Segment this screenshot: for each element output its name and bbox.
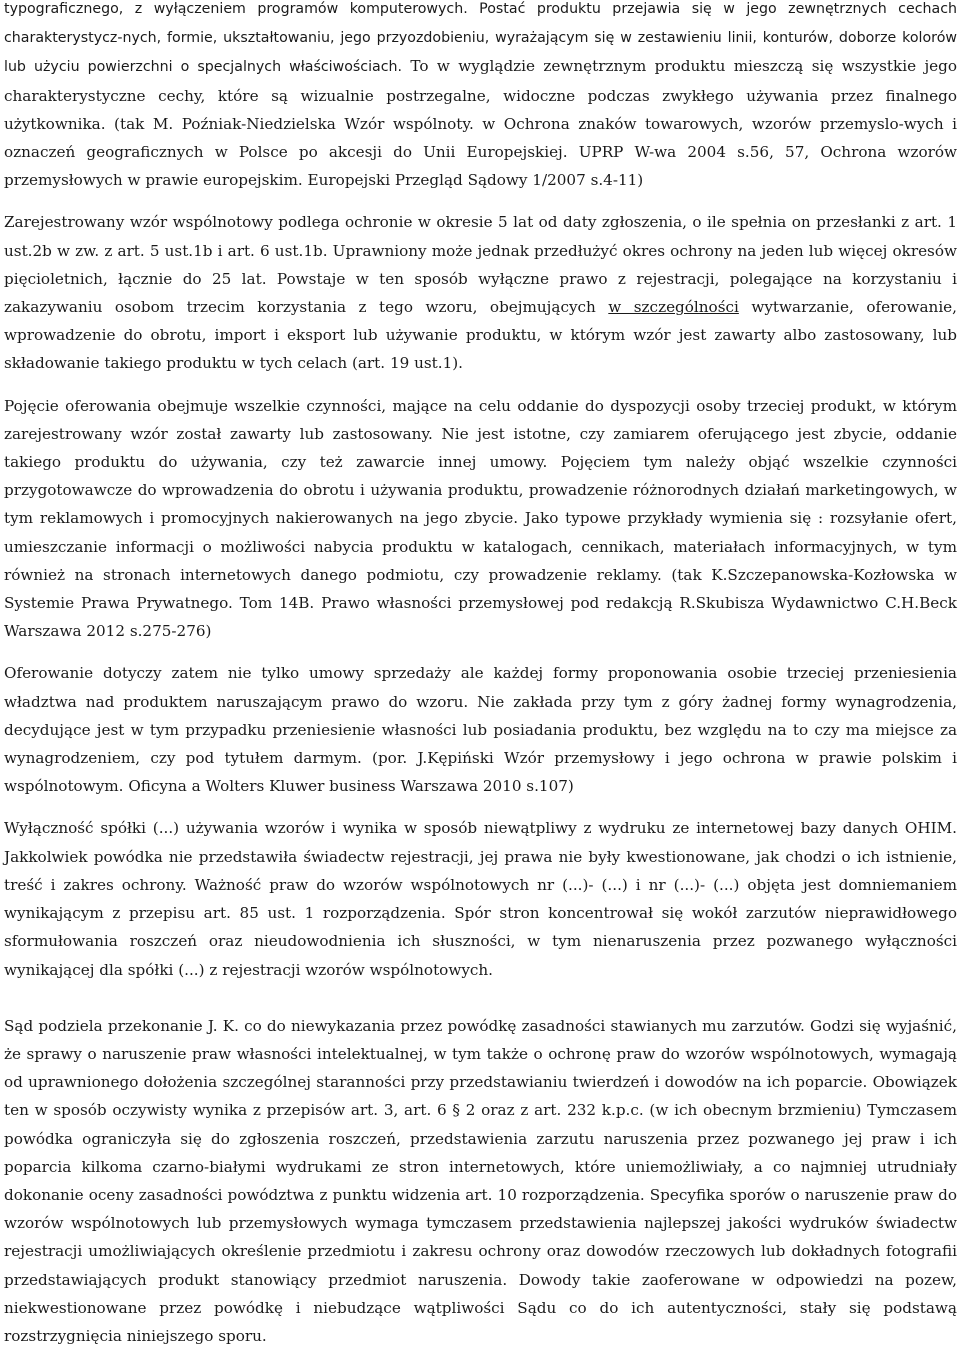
paragraph-text: Zarejestrowany wzór wspólnotowy podlega ochronie w okresie 5 lat od daty zgłoszenia, o ile spełnia on przesłanki z art. 1 ust.2b w zw. z art. 5 ust.1b i art. 6 ust.1b. Uprawniony może jednak przedłużyć okres ochrony na jeden lub więcej okresów pięcioletnich, łącznie do 25 lat. Powstaje w ten sposób wyłączne prawo z rejestracji, polegające na korzystaniu i zakazywaniu osobom trzecim korzystania z tego wzoru, obejmujących [4, 213, 957, 317]
underlined-phrase: w szczególności [608, 298, 739, 317]
paragraph-text: typograficznego, z wyłączeniem programów komputerowych. Postać produktu przejawia się w jego zewnętrznych cechach charakterystycz-nych, formie, ukształtowaniu, jego przyozdobieniu, wyrażającym się w zestawieniu linii, konturów, doborze kolorów lub użyciu powierzchni o specjalnych właściwościach. [4, 1, 957, 76]
paragraph-text: To w wyglądzie zewnętrznym produktu mieszczą się wszystkie jego charakterystyczne cechy, które są wizualnie postrzegalne, widoczne podczas zwykłego używania przez finalnego użytkownika. (tak M. Poźniak-Niedzielska Wzór wspólnoty. w Ochrona znaków towarowych, wzorów przemyslo-wych i oznaczeń geograficznych w Polsce po akcesji do Unii Europejskiej. UPRP W-wa 2004 s.56, 57, Ochrona wzorów przemysłowych w prawie europejskim. Europejski Przegląd Sądowy 1/2007 s.4-11) [4, 57, 958, 190]
paragraph-court-assessment: Sąd podziela przekonanie J. K. co do niewykazania przez powódkę zasadności stawianych mu zarzutów. Godzi się wyjaśnić, że sprawy o naruszenie praw własności intelektualnej, w tym także o ochronę praw do wzorów wspólnotowych, wymagają od uprawnionego dołożenia szczególnej staranności przy przedstawianiu twierdzeń i dowodów na ich poparcie. Obowiązek ten w sposób oczywisty wynika z przepisów art. 3, art. 6 § 2 oraz z art. 232 k.p.c. (w ich obecnym brzmieniu) Tymczasem powódka ograniczyła się do zgłoszenia roszczeń, przedstawienia zarzutu naruszenia przez pozwanego jej praw i ich poparcia kilkoma czarno-białymi wydrukami ze stron internetowych, które uniemożliwiały, a co najmniej utrudniały dokonanie oceny zasadności powództwa z punktu widzenia art. 10 rozporządzenia. Specyfika sporów o naruszenie praw do wzorów wspólnotowych lub przemysłowych wymaga tymczasem przedstawienia najlepszej jakości wydruków świadectw rejestracji umożliwiających określenie przedmiotu i zakresu ochrony oraz dowodów rzeczowych lub dokładnych fotografii przedstawiających produkt stanowiący przedmiot naruszenia. Dowody takie zaoferowane w odpowiedzi na pozew, niekwestionowane przez powódkę i niebudzące wątpliwości Sądu co do ich autentyczności, stały się podstawą rozstrzygnięcia niniejszego sporu. [4, 1016, 957, 1345]
paragraph-exclusivity: Wyłączność spółki (...) używania wzorów i wynika w sposób niewątpliwy z wydruku ze internetowej bazy danych OHIM. Jakkolwiek powódka nie przedstawiła świadectw rejestracji, jej prawa nie były kwestionowane, jak chodzi o ich istnienie, treść i zakres ochrony. Ważność praw do wzorów wspólnotowych nr (...)- (...) i nr (...)- (...) objęta jest domniemaniem wynikającym z przepisu art. 85 ust. 1 rozporządzenia. Spór stron koncentrował się wokół zarzutów nieprawidłowego sformułowania roszczeń oraz nieudowodnienia ich słuszności, w tym nienaruszenia przez pozwanego wyłączności wynikającej dla spółki (...) z rejestracji wzorów wspólnotowych. [4, 819, 957, 979]
document-body [4, 0, 957, 1364]
paragraph-offering-concept: Pojęcie oferowania obejmuje wszelkie czynności, mające na celu oddanie do dyspozycji osoby trzeciej produkt, w którym zarejestrowany wzór został zawarty lub zastosowany. Nie jest istotne, czy zamiarem oferującego jest zbycie, oddanie takiego produktu do używania, czy też zawarcie innej umowy. Pojęciem tym należy objąć wszelkie czynności przygotowawcze do wprowadzenia do obrotu i używania produktu, prowadzenie różnorodnych działań marketingowych, w tym reklamowych i promocyjnych nakierowanych na jego zbycie. Jako typowe przykłady wymienia się : rozsyłanie ofert, umieszczanie informacji o możliwości nabycia produktu w katalogach, cennikach, materiałach informacyjnych, w tym również na stronach internetowych danego podmiotu, czy prowadzenie reklamy. (tak K.Szczepanowska-Kozłowska w Systemie Prawa Prywatnego. Tom 14B. Prawo własności przemysłowej pod redakcją R.Skubisza Wydawnictwo C.H.Beck Warszawa 2012 s.275-276) [4, 396, 957, 641]
paragraph-product-appearance [4, 0, 957, 194]
paragraph-community-design-protection [4, 208, 957, 377]
paragraph-text: wytwarzanie, oferowanie, wprowadzenie do obrotu, import i eksport lub używanie produktu, w którym wzór jest zawarty albo zastosowany, lub składowanie takiego produktu w tych celach (art. 19 ust.1). [4, 298, 957, 373]
paragraph-offering-scope: Oferowanie dotyczy zatem nie tylko umowy sprzedaży ale każdej formy proponowania osobie trzeciej przeniesienia władztwa nad produktem naruszającym prawo do wzoru. Nie zakłada przy tym z góry żadnej formy wynagrodzenia, decydujące jest w tym przypadku przeniesienie własności lub posiadania produktu, bez względu na to czy ma miejsce za wynagrodzeniem, czy pod tytułem darmym. (por. J.Kępiński Wzór przemysłowy i jego ochrona w prawie polskim i wspólnotowym. Oficyna a Wolters Kluwer business Warszawa 2010 s.107) [4, 664, 957, 796]
